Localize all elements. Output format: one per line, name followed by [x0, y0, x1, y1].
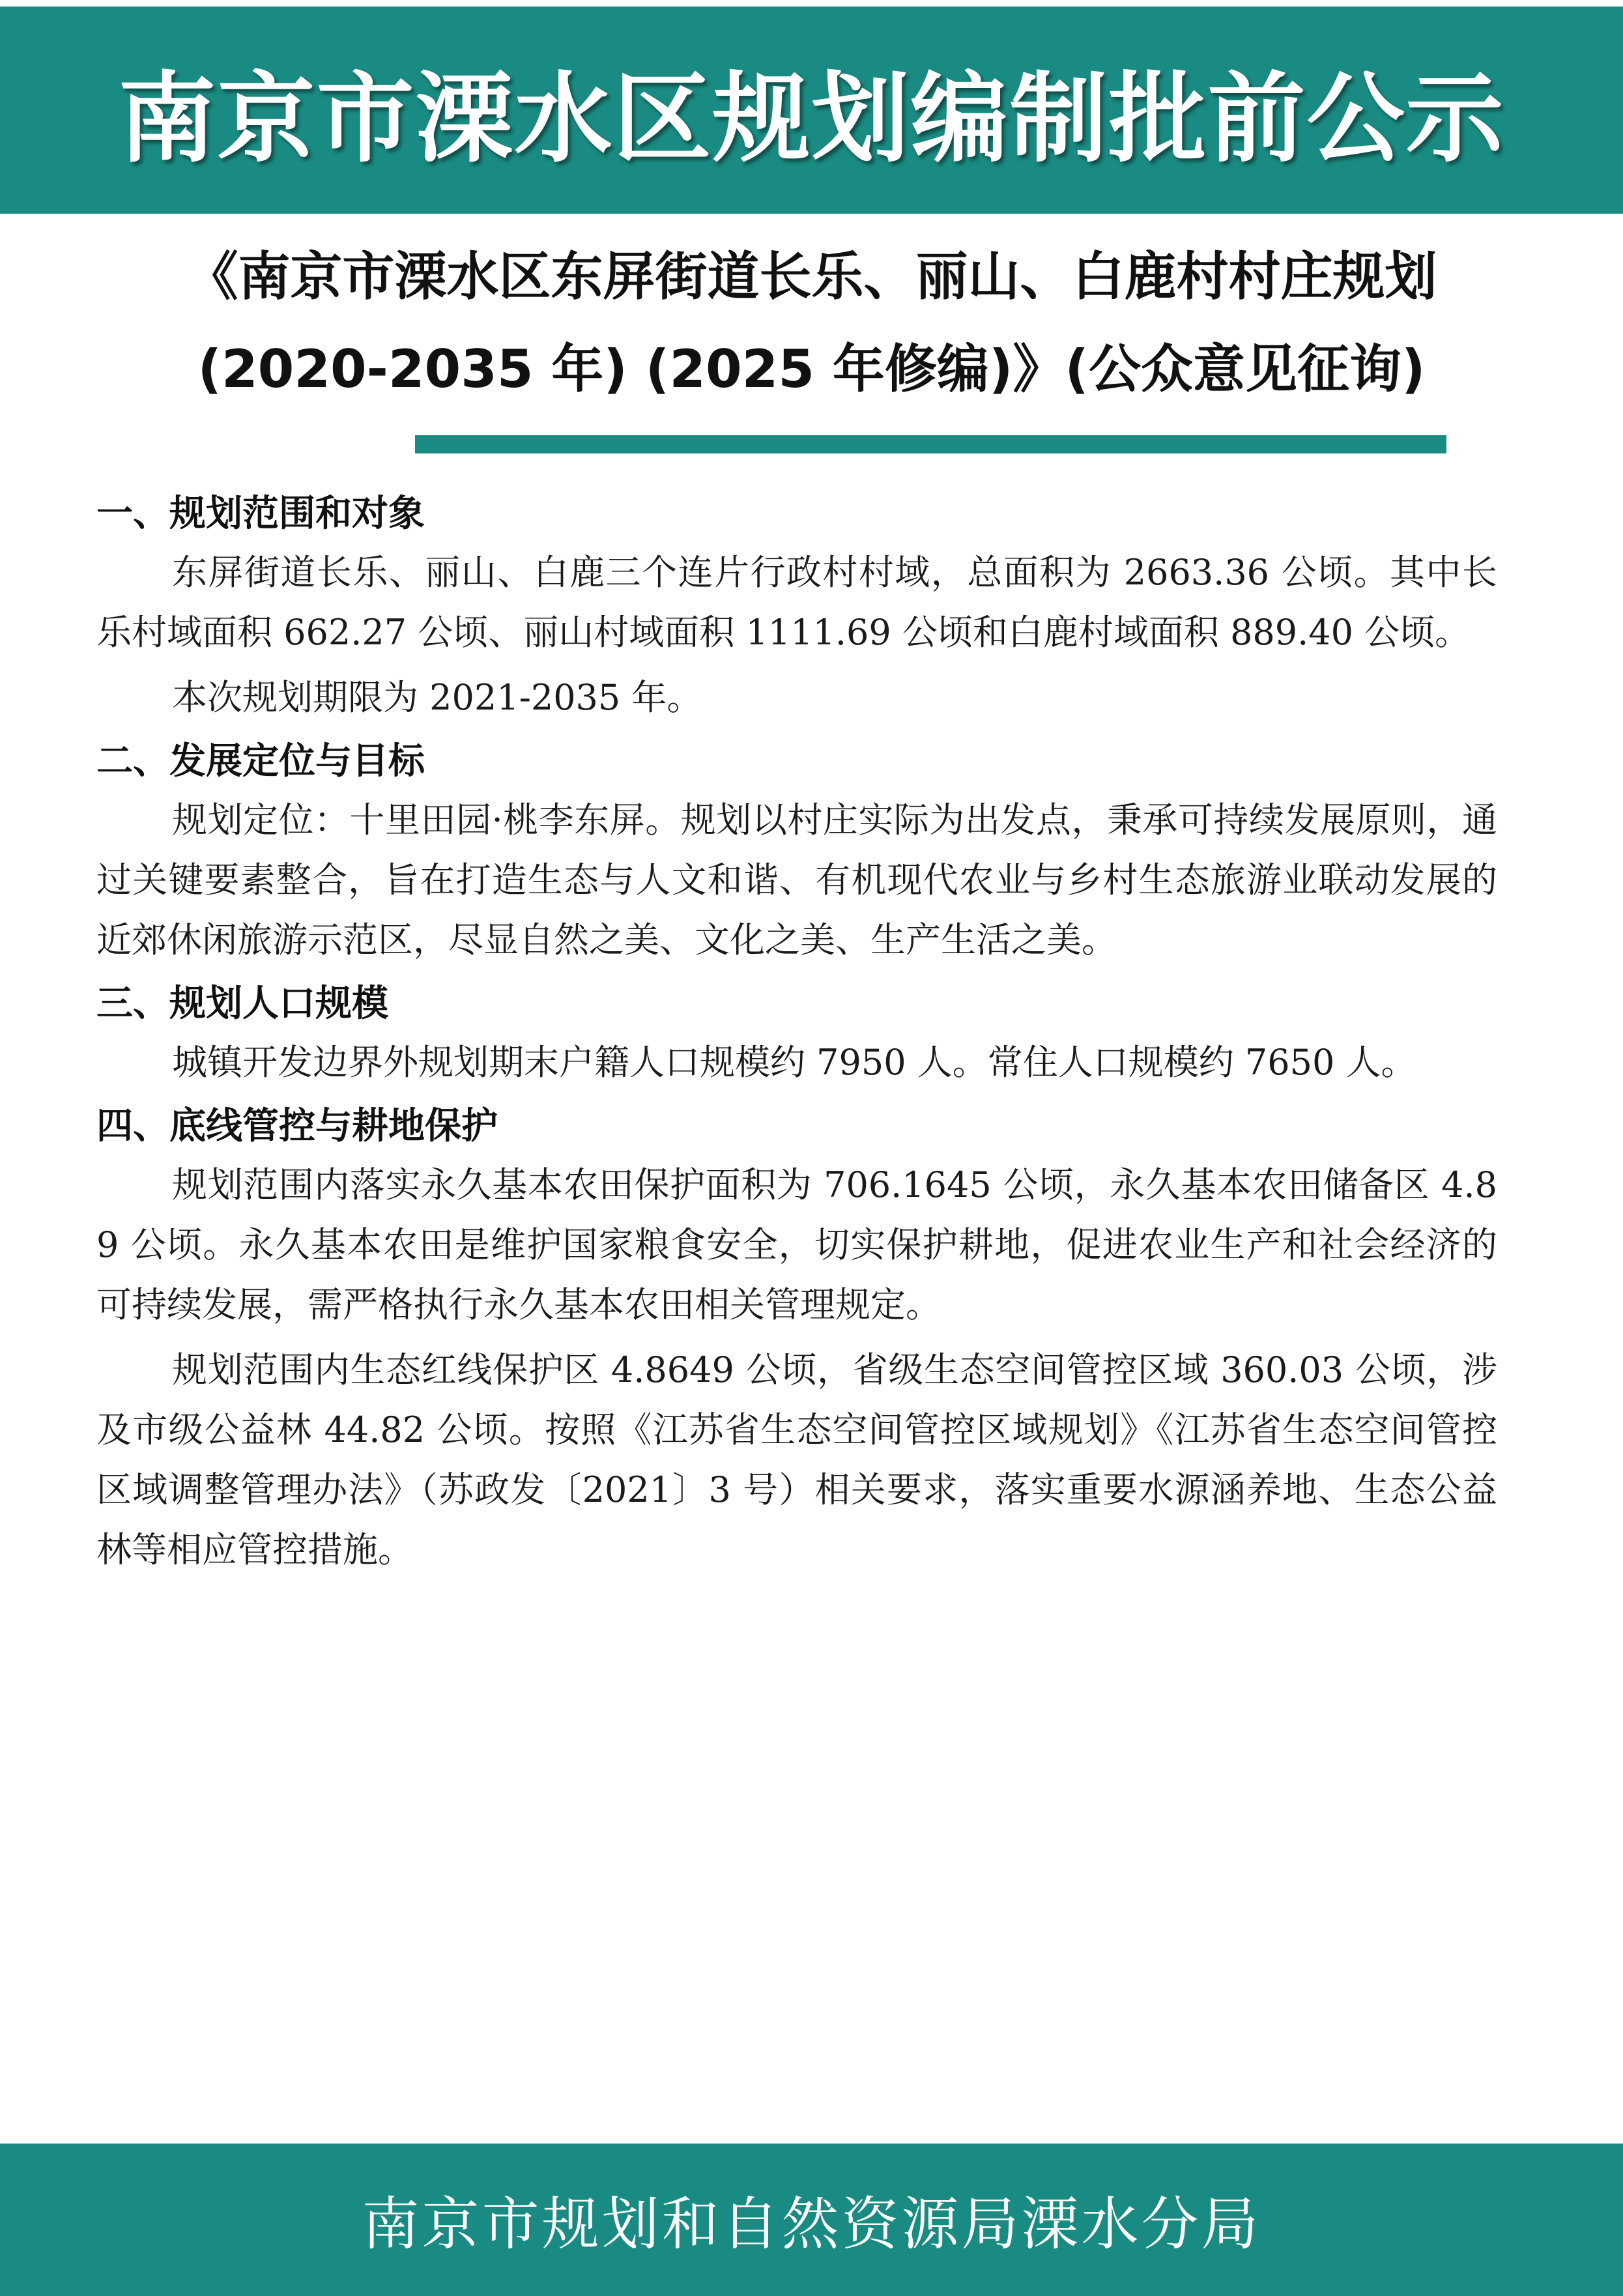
page-title: 南京市溧水区规划编制批前公示	[118, 63, 1505, 176]
section-positioning	[96, 733, 1497, 970]
section-population	[96, 975, 1497, 1093]
document-body	[96, 485, 1497, 1585]
paragraph: 规划定位：十里田园·桃李东屏。规划以村庄实际为出发点，秉承可持续发展原则，通过关键要素整合，旨在打造生态与人文和谐、有机现代农业与乡村生态旅游业联动发展的近郊休闲旅游示范区，尽显自然之美、文化之美、生产生活之美。	[96, 799, 1497, 960]
paragraph: 规划范围内落实永久基本农田保护面积为 706.1645 公顷，永久基本农田储备区 4.89 公顷。永久基本农田是维护国家粮食安全，切实保护耕地，促进农业生产和社会经济的可持续发展，需严格执行永久基本农田相关管理规定。	[96, 1164, 1497, 1325]
paragraph: 东屏街道长乐、丽山、白鹿三个连片行政村村域，总面积为 2663.36 公顷。其中长乐村域面积 662.27 公顷、丽山村域面积 1111.69 公顷和白鹿村域面积 889.40 公顷。	[96, 552, 1497, 653]
header-bar	[0, 7, 1623, 214]
paragraph: 规划范围内生态红线保护区 4.8649 公顷，省级生态空间管控区域 360.03 公顷，涉及市级公益林 44.82 公顷。按照《江苏省生态空间管控区域规划》《江苏省生态空间管控区域调整管理办法》（苏政发〔2021〕3 号）相关要求，落实重要水源涵养地、生态公益林等相应管控措施。	[96, 1349, 1497, 1570]
paragraph: 城镇开发边界外规划期末户籍人口规模约 7950 人。常住人口规模约 7650 人。	[172, 1042, 1416, 1083]
section-heading: 二、发展定位与目标	[96, 740, 425, 782]
section-farmland-protection	[96, 1098, 1497, 1580]
section-heading: 一、规划范围和对象	[96, 493, 425, 535]
document-subtitle-line-1: 《南京市溧水区东屏街道长乐、丽山、白鹿村村庄规划	[186, 246, 1437, 307]
section-heading: 四、底线管控与耕地保护	[96, 1105, 498, 1147]
accent-divider	[415, 435, 1446, 453]
footer-banner	[0, 2144, 1623, 2296]
issuing-authority: 南京市规划和自然资源局溧水分局	[362, 2190, 1261, 2258]
section-heading: 三、规划人口规模	[96, 983, 388, 1025]
paragraph: 本次规划期限为 2021-2035 年。	[172, 677, 702, 718]
header-banner	[0, 0, 1623, 215]
section-scope	[96, 485, 1497, 728]
document-subtitle-line-2: (2020-2035 年) (2025 年修编)》(公众意见征询)	[197, 339, 1426, 399]
